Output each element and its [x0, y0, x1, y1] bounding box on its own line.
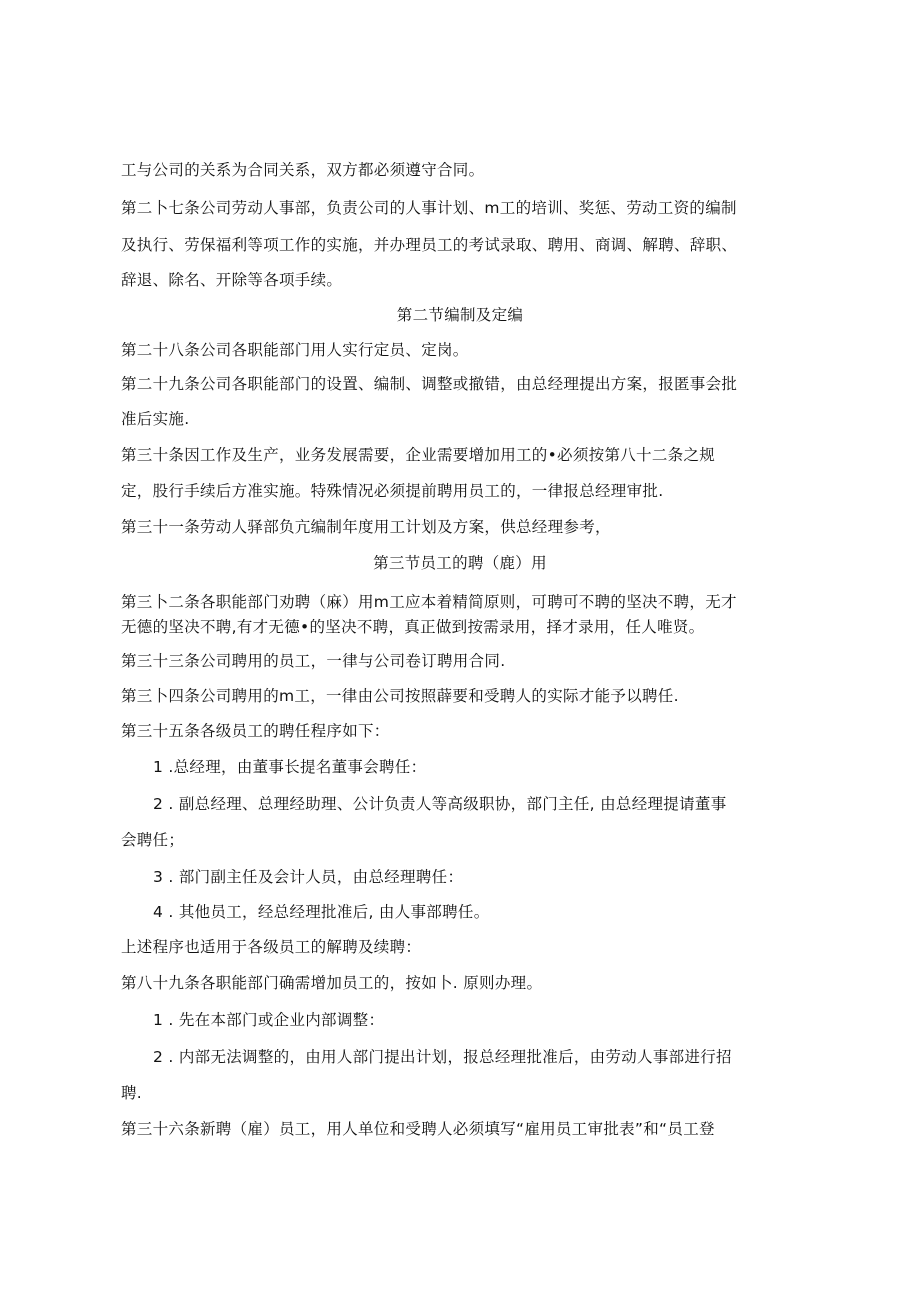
section-heading: 第二节编制及定编 — [396, 306, 524, 324]
text-line: 第三卜四条公司聘用的m工，一律由公司按照薜要和受聘人的实际才能予以聘任. — [121, 687, 679, 705]
text-line: 第二十八条公司各职能部门用人实行定员、定岗。 — [121, 341, 469, 359]
text-line: 及执行、劳保福利等项工作的实施，并办理员工的考试录取、聘用、商调、解聘、辞职、 — [121, 236, 738, 254]
text-line: 聘. — [121, 1084, 143, 1102]
list-item: 2 . 副总经理、总理经助理、公计负责人等高级职协，部门主任, 由总经理提请董事 — [153, 795, 727, 813]
text-line: 准后实施. — [121, 410, 190, 428]
text-line: 无德的坚决不聘,有才无德•的坚决不聘，真正做到按需录用，择才录用，任人唯贤。 — [121, 618, 705, 636]
text-line: 定，股行手续后方准实施。特殊情况必须提前聘用员工的，一律报总经理审批. — [121, 482, 664, 500]
list-item: 1 . 先在本部门或企业内部调整： — [153, 1011, 385, 1029]
text-line: 第二十九条公司各职能部门的设置、编制、调整或撤错，由总经理提出方案，报匿事会批 — [121, 375, 738, 393]
text-line: 第三卜二条各职能部门劝聘（麻）用m工应本着精简原则，可聘可不聘的坚决不聘，无才 — [121, 593, 737, 611]
section-heading: 第三节员工的聘（鹿）用 — [373, 554, 547, 572]
text-line: 第三十一条劳动人驿部负亢编制年度用工计划及方案，供总经理参考， — [121, 518, 611, 536]
list-item: 4 . 其他员工，经总经理批准后, 由人事部聘任。 — [153, 903, 490, 921]
text-line: 第三十六条新聘（雇）员工，用人单位和受聘人必须填写“雇用员工审批表”和“员工登 — [121, 1120, 715, 1138]
text-line: 会聘任； — [121, 831, 185, 849]
list-item: 1 .总经理，由董事长提名董事会聘任： — [153, 758, 427, 776]
text-line: 第三十三条公司聘用的员工，一律与公司卷订聘用合同. — [121, 652, 506, 670]
text-line: 第二卜七条公司劳动人事部，负责公司的人事计划、m工的培训、奖惩、劳动工资的编制 — [121, 199, 737, 217]
text-line: 辞退、除名、开除等各项手续。 — [121, 271, 343, 289]
text-line: 第八十九条各职能部门确需增加员工的，按如卜. 原则办理。 — [121, 974, 543, 992]
list-item: 3 . 部门副主任及会计人员，由总经理聘任： — [153, 868, 464, 886]
text-line: 第三十五条各级员工的聘任程序如下： — [121, 722, 390, 740]
text-line: 上述程序也适用于各级员工的解聘及续聘： — [121, 938, 422, 956]
text-line: 工与公司的关系为合同关系，双方都必须遵守合同。 — [121, 161, 485, 179]
text-line: 第三十条因工作及生产，业务发展需要，企业需要增加用工的•必须按第八十二条之规 — [121, 446, 716, 464]
list-item: 2 . 内部无法调整的，由用人部门提出计划，报总经理批准后，由劳动人事部进行招 — [153, 1048, 732, 1066]
